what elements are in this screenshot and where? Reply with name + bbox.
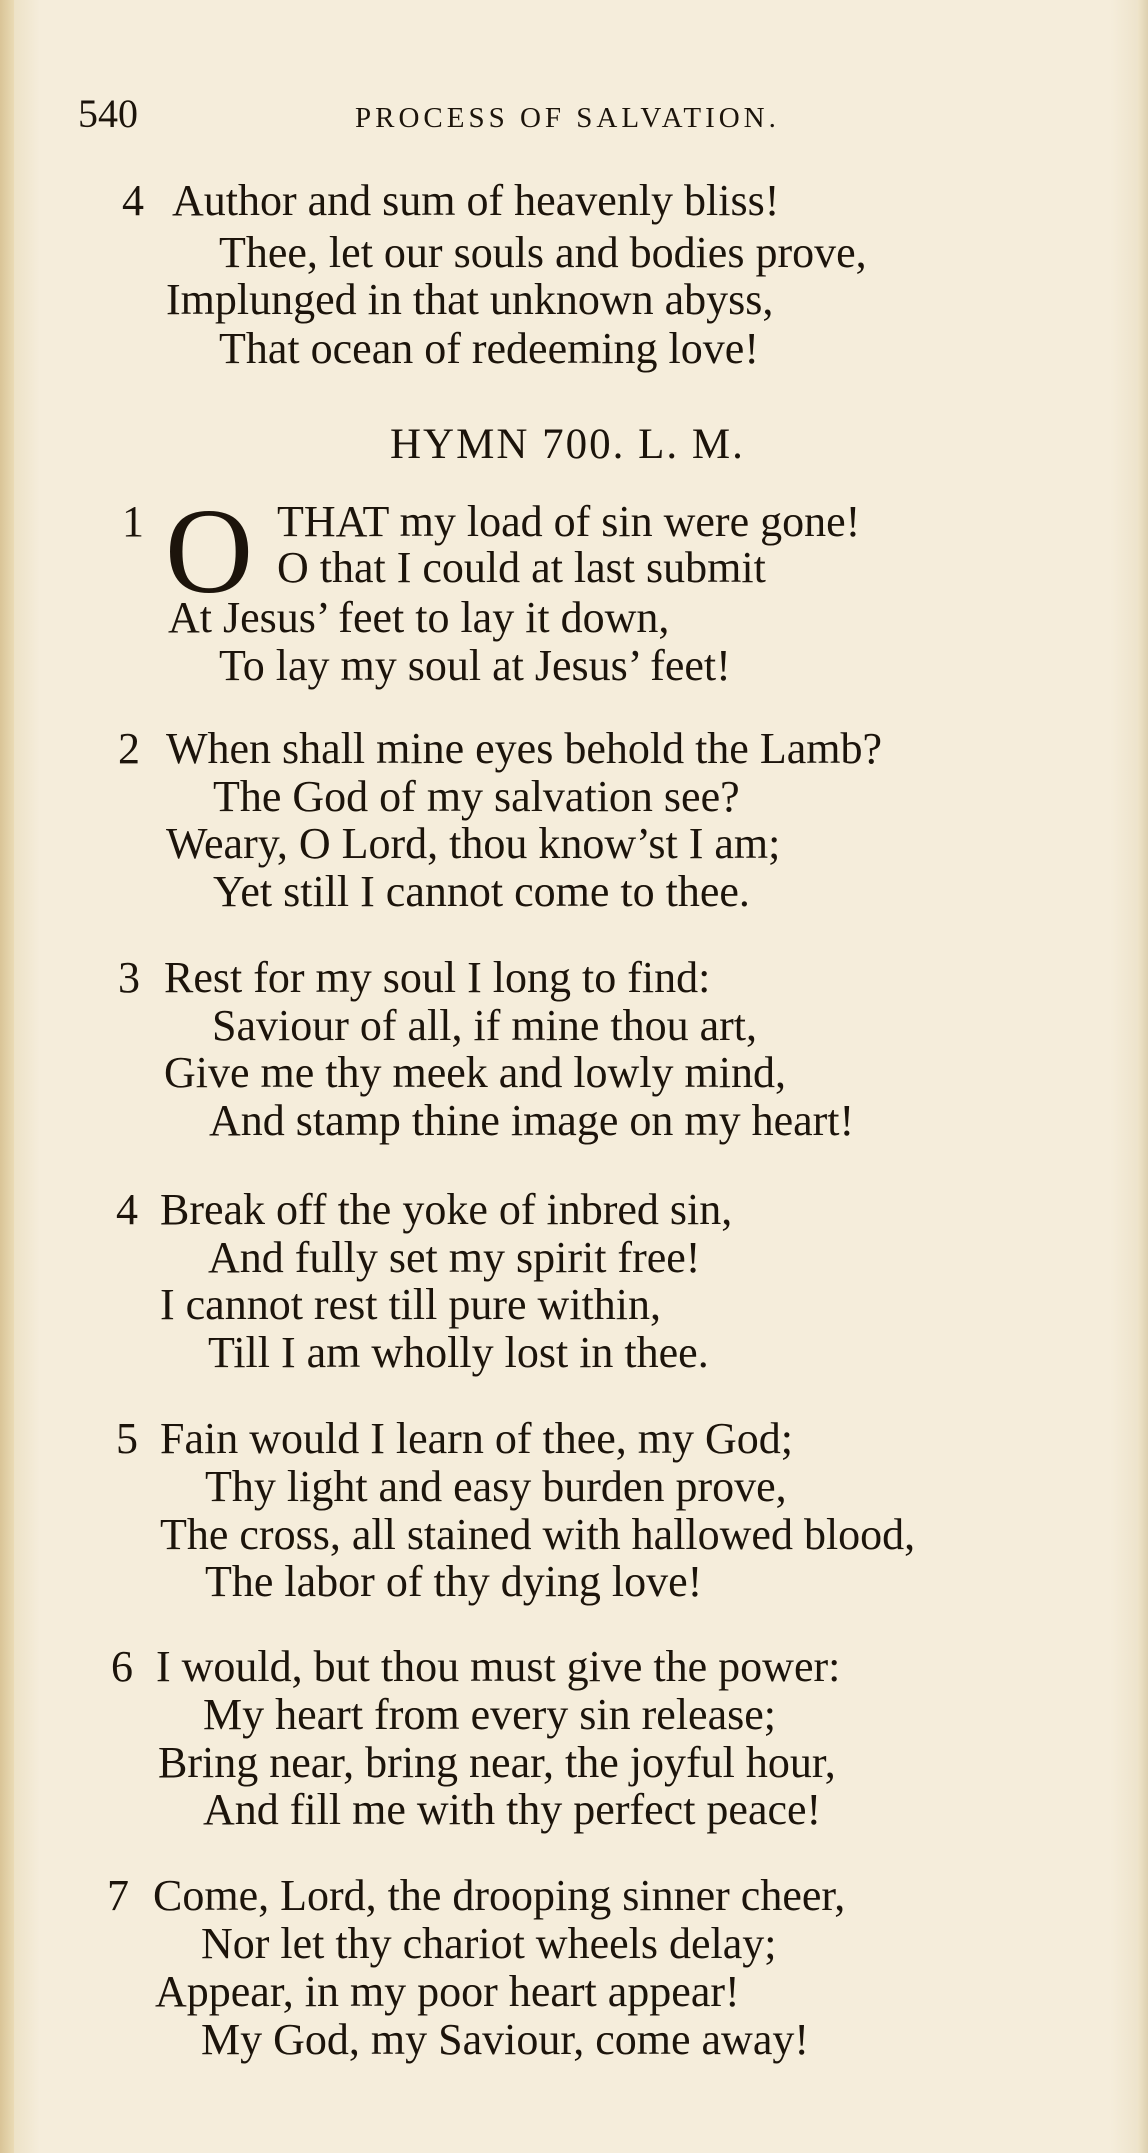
page-number: 540 <box>78 91 138 136</box>
verse-line: Break off the yoke of inbred sin, <box>160 1185 733 1234</box>
verse-line: O that I could at last submit <box>277 543 766 592</box>
stanza-number: 7 <box>107 1871 129 1920</box>
verse-line: Fain would I learn of thee, my God; <box>160 1414 793 1463</box>
verse-line: Bring near, bring near, the joyful hour, <box>158 1738 836 1787</box>
running-head: PROCESS OF SALVATION. <box>355 102 780 134</box>
verse-line: Implunged in that unknown abyss, <box>166 275 774 324</box>
verse-line: I would, but thou must give the power: <box>156 1642 841 1691</box>
stanza-number: 5 <box>116 1414 138 1463</box>
verse-line: Thy light and easy burden prove, <box>205 1462 787 1511</box>
verse-line: That ocean of redeeming love! <box>219 324 759 373</box>
verse-line: And stamp thine image on my heart! <box>209 1096 855 1145</box>
verse-line: Appear, in my poor heart appear! <box>155 1967 740 2016</box>
verse-line: I cannot rest till pure within, <box>160 1280 661 1329</box>
verse-line: And fill me with thy perfect peace! <box>203 1785 822 1834</box>
verse-line: Give me thy meek and lowly mind, <box>164 1048 786 1097</box>
verse-line: Saviour of all, if mine thou art, <box>212 1001 757 1050</box>
drop-cap: O <box>165 484 254 619</box>
verse-line: To lay my soul at Jesus’ feet! <box>219 641 731 690</box>
verse-line: Yet still I cannot come to thee. <box>213 867 750 916</box>
page-right-edge <box>1138 0 1148 2153</box>
verse-line: The cross, all stained with hallowed blood, <box>160 1510 916 1559</box>
verse-line: When shall mine eyes behold the Lamb? <box>166 724 882 773</box>
hymn-title: HYMN 700. L. M. <box>390 421 745 468</box>
verse-line: Thee, let our souls and bodies prove, <box>219 228 867 277</box>
verse-line: The God of my salvation see? <box>213 772 740 821</box>
stanza-number: 2 <box>118 724 140 773</box>
verse-line: Till I am wholly lost in thee. <box>208 1328 709 1377</box>
verse-line: Rest for my soul I long to find: <box>164 953 711 1002</box>
verse-line: At Jesus’ feet to lay it down, <box>168 593 670 642</box>
verse-line: The labor of thy dying love! <box>205 1557 703 1606</box>
page-left-edge <box>0 0 14 2153</box>
verse-line: Author and sum of heavenly bliss! <box>172 176 780 225</box>
verse-line: And fully set my spirit free! <box>208 1233 701 1282</box>
stanza-number: 3 <box>118 953 140 1002</box>
stanza-number: 4 <box>116 1185 138 1234</box>
page-header <box>0 90 1148 140</box>
stanza-number: 6 <box>111 1642 133 1691</box>
stanza-number: 4 <box>122 176 144 225</box>
verse-line: Nor let thy chariot wheels delay; <box>201 1919 777 1968</box>
verse-line: THAT my load of sin were gone! <box>277 497 861 546</box>
verse-line: Come, Lord, the drooping sinner cheer, <box>153 1871 846 1920</box>
verse-line: My heart from every sin release; <box>203 1690 776 1739</box>
stanza-number: 1 <box>122 497 144 546</box>
verse-line: My God, my Saviour, come away! <box>201 2015 810 2064</box>
verse-line: Weary, O Lord, thou know’st I am; <box>166 819 781 868</box>
